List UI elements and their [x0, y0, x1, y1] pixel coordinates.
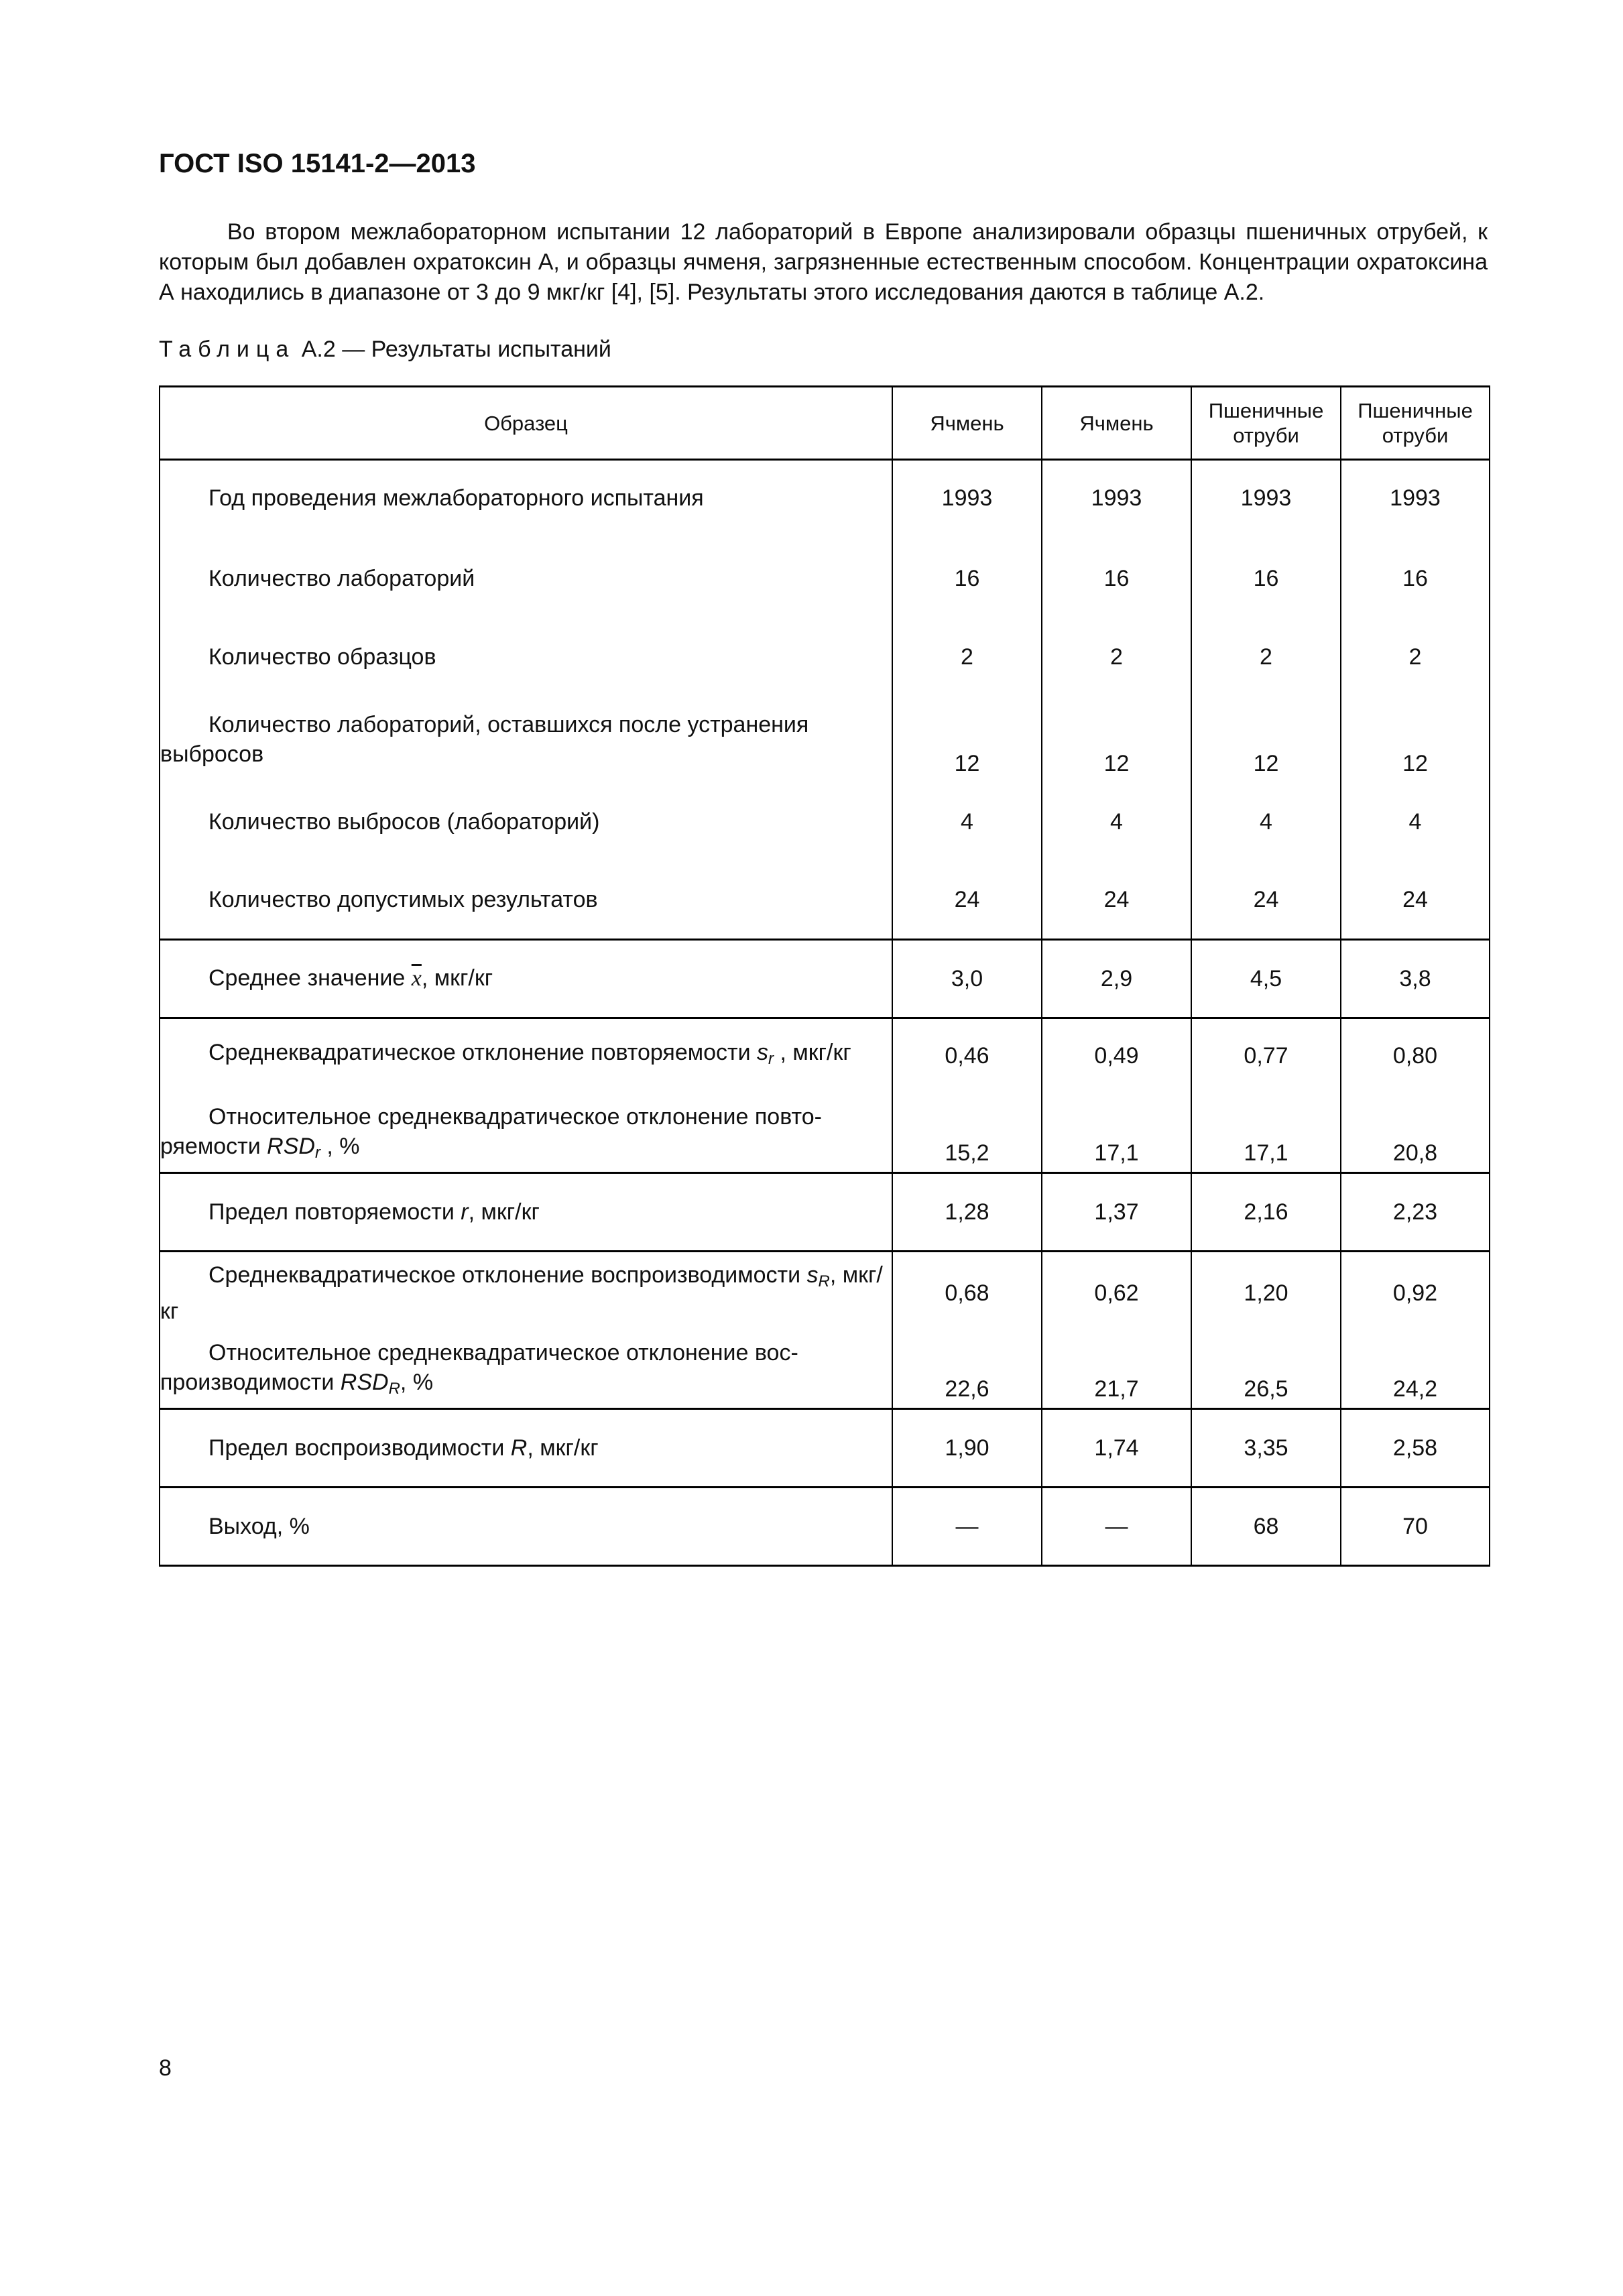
label-unit: , %: [400, 1369, 434, 1395]
table-cell: 1,20: [1191, 1251, 1341, 1335]
caption-title: А.2 — Результаты испытаний: [295, 337, 611, 362]
table-row: [160, 470, 1490, 539]
table-cell: 0,46: [892, 1018, 1042, 1093]
table-cell: 2: [1191, 617, 1341, 696]
label-text: Относительное среднеквадратическое отклонение повторяемости: [160, 1103, 822, 1159]
subscript: r: [768, 1050, 774, 1069]
column-header: Пшеничные отруби: [1341, 387, 1490, 460]
label-unit: , мкг/кг: [160, 1262, 883, 1325]
table-row: [160, 861, 1490, 939]
table-cell: 20,8: [1341, 1093, 1490, 1172]
table-cell: 0,92: [1341, 1251, 1490, 1335]
table-cell: 16: [1191, 539, 1341, 617]
subscript: R: [388, 1379, 400, 1398]
table-row: [160, 782, 1490, 861]
row-label: Количество лабораторий: [160, 539, 892, 617]
row-label: Количество выбросов (лабораторий): [160, 782, 892, 861]
table-cell: 3,0: [892, 939, 1042, 1018]
table-cell: 1,37: [1042, 1172, 1191, 1251]
label-text: Предел воспроизводимости: [208, 1435, 511, 1461]
table-cell: 12: [1191, 696, 1341, 782]
table-cell: 24: [1042, 861, 1191, 939]
table-cell: 15,2: [892, 1093, 1042, 1172]
table-cell: 24: [1341, 861, 1490, 939]
table-cell: 2,58: [1341, 1408, 1490, 1487]
table-cell: 24,2: [1341, 1335, 1490, 1408]
row-label: [160, 1093, 892, 1172]
table-cell: 1,90: [892, 1408, 1042, 1487]
table-row: [160, 1487, 1490, 1565]
table-cell: 0,80: [1341, 1018, 1490, 1093]
table-cell: 16: [1042, 539, 1191, 617]
row-label: Количество допустимых результатов: [160, 861, 892, 939]
table-cell: 68: [1191, 1487, 1341, 1565]
table-cell: 2: [1341, 617, 1490, 696]
label-text: Предел повторяемости: [208, 1199, 461, 1225]
row-label: Год проведения межлабораторного испытания: [160, 470, 892, 539]
row-label: [160, 1172, 892, 1251]
column-header: Ячмень: [892, 387, 1042, 460]
table-cell: 12: [1341, 696, 1490, 782]
table-cell: 1,74: [1042, 1408, 1191, 1487]
caption-word: Таблица: [159, 337, 296, 362]
subscript: R: [818, 1272, 830, 1291]
table-cell: 22,6: [892, 1335, 1042, 1408]
symbol: s: [806, 1262, 819, 1288]
table-cell: 2: [1042, 617, 1191, 696]
table-cell: 24: [892, 861, 1042, 939]
table-cell: 2,23: [1341, 1172, 1490, 1251]
column-header: Ячмень: [1042, 387, 1191, 460]
table-row: [160, 1335, 1490, 1408]
table-cell: 17,1: [1042, 1093, 1191, 1172]
table-cell: 1993: [1042, 470, 1191, 539]
table-row: [160, 617, 1490, 696]
table-caption: [159, 337, 611, 363]
row-label: [160, 1335, 892, 1408]
table-cell: 26,5: [1191, 1335, 1341, 1408]
table-row: [160, 1093, 1490, 1172]
table-cell: 21,7: [1042, 1335, 1191, 1408]
table-cell: 1993: [892, 470, 1042, 539]
table-cell: 24: [1191, 861, 1341, 939]
table-cell: 1993: [1191, 470, 1341, 539]
table-row: [160, 1172, 1490, 1251]
table-cell: 12: [1042, 696, 1191, 782]
label-unit: , мкг/кг: [468, 1199, 540, 1225]
row-label: [160, 1408, 892, 1487]
table-cell: 4: [892, 782, 1042, 861]
table-cell: 3,35: [1191, 1408, 1341, 1487]
label-text: Среднее значение: [208, 965, 412, 991]
table-cell: 0,68: [892, 1251, 1042, 1335]
table-cell: 3,8: [1341, 939, 1490, 1018]
mean-symbol: $\overline{x}$: [411, 966, 422, 991]
label-text: Среднеквадратическое отклонение воспроизводимости: [208, 1262, 807, 1288]
intro-paragraph: Во втором межлабораторном испытании 12 лабораторий в Европе анализировали образцы пшеничных отрубей, к которым был добавлен охратоксин А, и образцы ячменя, загрязненные естественным способом. Концентрации охратоксина А находились в диапазоне от 3 до 9 мкг/кг [4], [5]. Результаты этого исследования даются в таблице А.2.: [159, 219, 1488, 305]
table-cell: 2,16: [1191, 1172, 1341, 1251]
symbol: RSD: [340, 1369, 389, 1395]
table-cell: 1,28: [892, 1172, 1042, 1251]
table-cell: 0,49: [1042, 1018, 1191, 1093]
symbol: RSD: [267, 1133, 315, 1159]
label-text: Среднеквадратическое отклонение повторяемости: [208, 1040, 758, 1066]
row-label: [160, 1251, 892, 1335]
header-spacer: [160, 460, 1490, 471]
row-label: Выход, %: [160, 1487, 892, 1565]
row-label: Количество образцов: [160, 617, 892, 696]
row-label: Количество лабораторий, оставшихся после устранения выбросов: [160, 696, 892, 782]
table-cell: 4,5: [1191, 939, 1341, 1018]
table-cell: 4: [1042, 782, 1191, 861]
table-cell: —: [1042, 1487, 1191, 1565]
label-unit: , мкг/кг: [421, 965, 493, 991]
table-cell: —: [892, 1487, 1042, 1565]
table-row: [160, 1408, 1490, 1487]
table-cell: 1993: [1341, 470, 1490, 539]
table-cell: 12: [892, 696, 1042, 782]
page-number: 8: [159, 2055, 172, 2081]
table-cell: 4: [1191, 782, 1341, 861]
table-row: [160, 539, 1490, 617]
table-cell: 0,77: [1191, 1018, 1341, 1093]
label-unit: , %: [320, 1133, 360, 1159]
table-cell: 16: [892, 539, 1042, 617]
row-label: [160, 939, 892, 1018]
table-header-row: [160, 387, 1490, 460]
table-cell: 2: [892, 617, 1042, 696]
table-cell: 70: [1341, 1487, 1490, 1565]
document-header: ГОСТ ISO 15141-2—2013: [159, 149, 476, 178]
table-cell: 0,62: [1042, 1251, 1191, 1335]
table-cell: 17,1: [1191, 1093, 1341, 1172]
label-text: Относительное среднеквадратическое отклонение воспроизводимости: [160, 1339, 798, 1395]
row-label: [160, 1018, 892, 1093]
subscript: r: [314, 1143, 320, 1162]
label-unit: , мкг/кг: [527, 1435, 599, 1461]
table-row: [160, 1251, 1490, 1335]
results-table: [159, 385, 1490, 1567]
column-header: Пшеничные отруби: [1191, 387, 1341, 460]
symbol: R: [510, 1435, 528, 1461]
symbol: s: [757, 1040, 769, 1066]
table-row: [160, 1018, 1490, 1093]
table-row: [160, 696, 1490, 782]
table-cell: 2,9: [1042, 939, 1191, 1018]
table-row: [160, 939, 1490, 1018]
table-cell: 16: [1341, 539, 1490, 617]
label-unit: , мкг/кг: [774, 1040, 851, 1066]
symbol: r: [461, 1199, 469, 1225]
table-cell: 4: [1341, 782, 1490, 861]
column-header: Образец: [160, 387, 892, 460]
